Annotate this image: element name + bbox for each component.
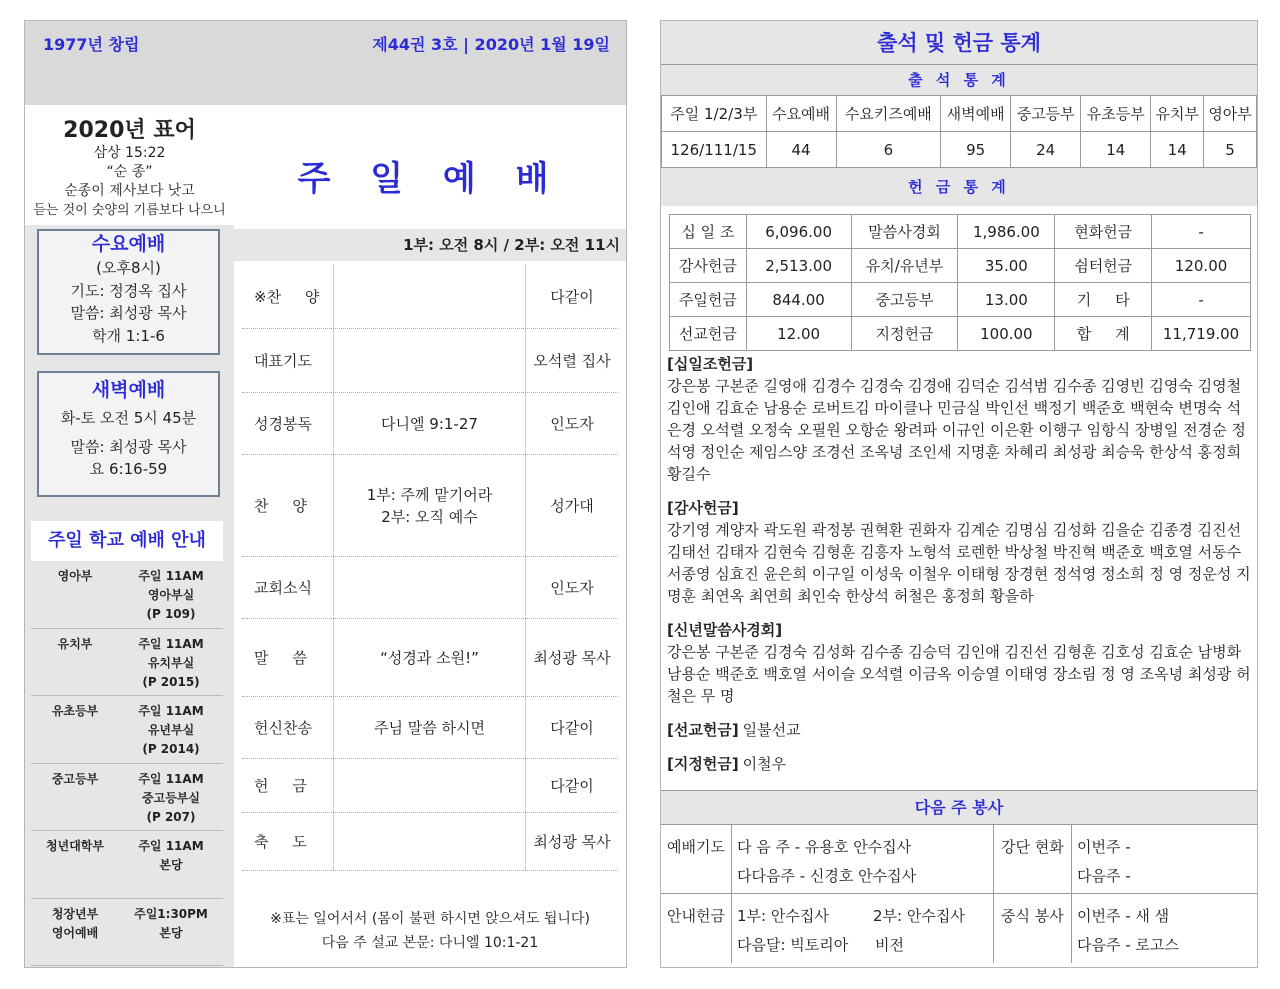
- attendance-title: 출 석 통 계: [661, 65, 1257, 95]
- school-schedule-line: (P 2015): [142, 674, 200, 689]
- worship-content: [334, 759, 526, 812]
- donor-block: [667, 497, 1251, 607]
- order-of-worship: [242, 265, 618, 871]
- offering-category: 유치/유년부: [851, 249, 958, 283]
- school-schedule-line: 주일 11AM: [138, 636, 204, 651]
- offering-amount: -: [1152, 215, 1251, 249]
- attendance-header: 영아부: [1204, 96, 1257, 132]
- offering-amount: 12.00: [746, 317, 851, 351]
- worship-content: [334, 697, 526, 758]
- school-row: [31, 696, 223, 764]
- prayer-after-next: 다다음주 - 신경호 안수집사: [737, 867, 917, 885]
- altar-flower-label: 강단 현화: [1001, 838, 1064, 856]
- donor-block: [667, 353, 1251, 485]
- worship-item: 축 도: [242, 813, 334, 870]
- standing-note: ※표는 일어서서 (몸이 불편 하시면 앉으셔도 됩니다): [270, 911, 590, 927]
- worship-order-row: [242, 329, 618, 393]
- usher-assignments-2: [873, 902, 965, 960]
- wednesday-scripture: 학개 1:1-6: [92, 326, 165, 345]
- attendance-value: 95: [941, 132, 1011, 168]
- school-dept-label: 청장년부: [51, 906, 99, 921]
- offering-amount: 13.00: [958, 283, 1055, 317]
- dawn-service-title: 새벽예배: [91, 379, 166, 401]
- worship-content: [334, 557, 526, 618]
- next-week-service-grid: [661, 824, 1257, 967]
- worship-item: 말 씀: [242, 619, 334, 696]
- grid-divider: [731, 894, 732, 963]
- school-dept-label: 청년대학부: [46, 839, 104, 853]
- attendance-header: 유치부: [1151, 96, 1204, 132]
- dawn-preacher: 말씀: 최성광 목사: [70, 437, 187, 456]
- offering-section: [661, 206, 1257, 353]
- grid-divider: [1071, 825, 1072, 894]
- usher-first-service: 1부: 안수집사: [737, 907, 829, 925]
- usher-second-service: 2부: 안수집사: [873, 907, 965, 925]
- dawn-scripture: 요 6:16-59: [89, 460, 168, 478]
- school-schedule: [119, 629, 223, 696]
- offering-category: 중고등부: [851, 283, 958, 317]
- donor-names: 이철우: [742, 755, 787, 773]
- worship-order-row: [242, 759, 618, 813]
- sunday-school-table: [31, 561, 223, 966]
- school-dept-label: 유치부: [57, 636, 93, 651]
- wednesday-service-title: 수요예배: [91, 233, 166, 255]
- school-row: [31, 629, 223, 697]
- offering-category: 쉼터헌금: [1055, 249, 1152, 283]
- grid-divider: [993, 894, 994, 963]
- offering-amount: 120.00: [1152, 249, 1251, 283]
- school-schedule-line: (P 207): [146, 809, 196, 824]
- worship-item: 헌 금: [242, 759, 334, 812]
- offering-category: 선교헌금: [670, 317, 747, 351]
- donor-names: 강은봉 구본준 김경숙 김성화 김수종 김승덕 김인애 김진선 김형훈 김호성 김효순 남병화 남용순 백준호 백호열 서이슬 오석렬 이금옥 이승열 이태영 장소림 정 영 조옥녕 최성광 허철은 무 명: [667, 643, 1251, 705]
- motto-title: 2020년 표어: [63, 118, 196, 143]
- prayer-next: 다 음 주 - 유용호 안수집사: [737, 838, 912, 856]
- stats-title: 출석 및 헌금 통계: [661, 21, 1257, 65]
- attendance-value: 5: [1204, 132, 1257, 168]
- school-schedule-line: (P 2014): [142, 742, 200, 756]
- school-schedule-line: 본당: [159, 858, 183, 872]
- worship-order-row: [242, 455, 618, 557]
- offering-amount: 11,719.00: [1152, 317, 1251, 351]
- offering-amount: 100.00: [958, 317, 1055, 351]
- offering-category: 말씀사경회: [851, 215, 958, 249]
- school-schedule-line: 유년부실: [147, 723, 195, 737]
- motto-box: [25, 105, 234, 225]
- offering-amount: 6,096.00: [746, 215, 851, 249]
- donor-category: [감사헌금]: [667, 499, 739, 517]
- altar-this-week: 이번주 -: [1077, 838, 1131, 856]
- next-week-row: [661, 893, 1257, 962]
- worship-content: [334, 455, 526, 556]
- grid-divider: [1071, 894, 1072, 963]
- worship-order-row: [242, 393, 618, 455]
- attendance-value: 24: [1011, 132, 1081, 168]
- offering-category: 감사헌금: [670, 249, 747, 283]
- worship-leader: 다같이: [550, 288, 594, 306]
- attendance-header: 유초등부: [1081, 96, 1151, 132]
- school-schedule: [119, 696, 223, 763]
- offering-amount: 2,513.00: [746, 249, 851, 283]
- worship-leader: 성가대: [550, 497, 594, 515]
- next-week-service-title: 다음 주 봉사: [661, 790, 1257, 824]
- donor-names: 강기영 계양자 곽도원 곽정봉 권혁환 권화자 김계순 김명심 김성화 김을순 김종경 김진선 김태선 김태자 김현숙 김형훈 김흥자 노형석 로렌한 박상철 박진혁 백준호 백호열 서동수 서종영 심효진 윤은희 이구일 이성욱 이철우 이태형 장경현 정석영 정소희 정 영 정운성 지명훈 최연옥 최연희 최인숙 한상석 허철은 홍정희 황을하: [667, 521, 1251, 605]
- worship-leader: 최성광 목사: [533, 649, 611, 667]
- grid-divider: [993, 825, 994, 894]
- worship-content: [334, 393, 526, 454]
- attendance-value: 44: [766, 132, 836, 168]
- school-schedule-line: 주일 11AM: [138, 771, 204, 786]
- attendance-header: 주일 1/2/3부: [662, 96, 767, 132]
- offering-category: 주일헌금: [670, 283, 747, 317]
- offering-amount: 844.00: [746, 283, 851, 317]
- offering-amount: 1,986.00: [958, 215, 1055, 249]
- motto-text-line: 듣는 것이 숫양의 기름보다 나으니: [33, 203, 226, 218]
- school-dept: [31, 561, 119, 628]
- wednesday-time: (오후8시): [96, 259, 161, 277]
- donor-names: 일불선교: [742, 721, 801, 739]
- worship-item: 대표기도: [242, 329, 334, 392]
- donor-category: [신년말씀사경회]: [667, 621, 783, 639]
- worship-leader: 오석렬 집사: [533, 352, 611, 370]
- bulletin-stats-page: [660, 20, 1258, 968]
- school-schedule-line: 영아부실: [147, 588, 195, 602]
- worship-content-line: 주님 말씀 하시면: [374, 718, 485, 737]
- worship-item: 찬 양: [242, 455, 334, 556]
- school-schedule-line: 중고등부실: [142, 790, 200, 805]
- issue-info: 제44권 3호 | 2020년 1월 19일: [372, 35, 610, 54]
- worship-leader: 다같이: [550, 719, 594, 737]
- meal-this-week: 이번주 - 새 샘: [1077, 907, 1170, 925]
- sunday-school-guide: [31, 521, 223, 966]
- meal-service-assignments: [1077, 902, 1179, 960]
- donor-block: [667, 753, 1251, 775]
- school-schedule-line: 주일1:30PM: [134, 906, 208, 921]
- school-row: [31, 831, 223, 899]
- offering-category: 현화헌금: [1055, 215, 1152, 249]
- school-dept-label: 영아부: [57, 569, 93, 583]
- donor-names: 강은봉 구본준 길영애 김경수 김경숙 김경애 김덕순 김석범 김수종 김영빈 김영숙 김영철 김인애 김효순 남용순 로버트김 마이클나 민금실 박인선 백정기 백준호 백현숙 변명숙 석은경 오석렬 오정숙 오필원 오항순 왕려파 이규인 이은환 이행구 임항식 장병일 전경순 정석영 정인순 제임스양 조경선 조옥녕 조인세 지명훈 차혜리 최성광 최승욱 한상석 홍정희 황길수: [667, 377, 1246, 483]
- offering-row: [670, 249, 1251, 283]
- worship-content: [334, 265, 526, 328]
- attendance-value: 126/111/15: [662, 132, 767, 168]
- attendance-value: 14: [1151, 132, 1204, 168]
- attendance-header-row: [662, 96, 1257, 132]
- school-row: [31, 899, 223, 967]
- worship-footnote: [234, 907, 626, 955]
- worship-content-line: 다니엘 9:1-27: [381, 414, 478, 433]
- school-schedule: [119, 764, 223, 831]
- wednesday-service-box: [37, 229, 220, 355]
- sunday-worship-title: 주 일 예 배: [297, 159, 563, 199]
- worship-leader: 인도자: [550, 415, 594, 433]
- worship-order-row: [242, 557, 618, 619]
- offering-row: [670, 283, 1251, 317]
- worship-item: ※찬 양: [242, 265, 334, 328]
- offering-category: 합 계: [1055, 317, 1152, 351]
- usher-next-month-team: 비전: [875, 936, 904, 954]
- wednesday-prayer: 기도: 정경옥 집사: [70, 281, 187, 300]
- offering-title: 헌 금 통 계: [661, 168, 1257, 206]
- worship-content: [334, 619, 526, 696]
- school-dept: [31, 764, 119, 831]
- attendance-value-row: [662, 132, 1257, 168]
- offering-row: [670, 317, 1251, 351]
- attendance-header: 수요예배: [766, 96, 836, 132]
- motto-text-line: 순종이 제사보다 낫고: [64, 183, 195, 199]
- school-schedule: [119, 899, 223, 966]
- offering-table: [669, 214, 1251, 351]
- bulletin-front-page: [24, 20, 627, 968]
- offering-category: 지정헌금: [851, 317, 958, 351]
- worship-content-line: 2부: 오직 예수: [381, 507, 478, 526]
- school-schedule-line: 주일 11AM: [138, 569, 204, 583]
- usher-next-month: 다음달: 빅토리아: [737, 936, 849, 954]
- donor-category: [지정헌금]: [667, 755, 739, 773]
- offering-amount: -: [1152, 283, 1251, 317]
- worship-order-row: [242, 697, 618, 759]
- attendance-header: 중고등부: [1011, 96, 1081, 132]
- left-sidebar: [25, 105, 234, 967]
- school-dept: [31, 831, 119, 898]
- school-row: [31, 561, 223, 629]
- worship-leader: 다같이: [550, 777, 594, 795]
- worship-item: 교회소식: [242, 557, 334, 618]
- usher-assignments: [737, 902, 848, 960]
- worship-content-line: “성경과 소원!”: [380, 648, 479, 667]
- school-schedule: [119, 831, 223, 898]
- worship-leader: 인도자: [550, 579, 594, 597]
- next-sermon-text: 다음 주 설교 본문: 다니엘 10:1-21: [321, 935, 539, 951]
- offering-amount: 35.00: [958, 249, 1055, 283]
- next-week-row: [661, 824, 1257, 893]
- masthead-band: [25, 21, 626, 105]
- prayer-label: 예배기도: [667, 838, 725, 856]
- donor-category: [십일조헌금]: [667, 355, 754, 373]
- school-dept: [31, 696, 119, 763]
- worship-leader: 최성광 목사: [533, 833, 611, 851]
- worship-item: 헌신찬송: [242, 697, 334, 758]
- sunday-school-title: 주일 학교 예배 안내: [31, 521, 223, 561]
- altar-next-week: 다음주 -: [1077, 867, 1131, 885]
- motto-verse: 삼상 15:22: [93, 145, 166, 161]
- meal-next-week: 다음주 - 로고스: [1077, 936, 1179, 954]
- school-dept-label: 유초등부: [51, 704, 99, 718]
- worship-content: [334, 329, 526, 392]
- offering-category: 기 타: [1055, 283, 1152, 317]
- school-schedule-line: (P 109): [146, 607, 196, 621]
- attendance-value: 6: [836, 132, 941, 168]
- offering-category: 십 일 조: [670, 215, 747, 249]
- school-schedule: [119, 561, 223, 628]
- donor-category: [선교헌금]: [667, 721, 739, 739]
- donor-block: [667, 619, 1251, 707]
- motto-keyword: “순 종”: [106, 164, 153, 180]
- worship-content: [334, 813, 526, 870]
- school-dept: [31, 899, 119, 966]
- dawn-service-box: [37, 371, 220, 497]
- dawn-time: 화-토 오전 5시 45분: [60, 409, 197, 427]
- attendance-header: 수요키즈예배: [836, 96, 941, 132]
- altar-flower-assignments: [1077, 833, 1131, 891]
- worship-order-row: [242, 619, 618, 697]
- usher-label: 안내헌금: [667, 907, 725, 925]
- attendance-value: 14: [1081, 132, 1151, 168]
- school-schedule-line: 유치부실: [147, 655, 195, 670]
- school-dept-label: 중고등부: [51, 771, 99, 786]
- main-worship-column: [234, 105, 626, 967]
- school-schedule-line: 주일 11AM: [138, 704, 204, 718]
- school-row: [31, 764, 223, 832]
- attendance-header: 새벽예배: [941, 96, 1011, 132]
- meal-service-label: 중식 봉사: [1001, 907, 1064, 925]
- school-dept: [31, 629, 119, 696]
- worship-order-row: [242, 813, 618, 871]
- school-dept-label: 영어예배: [51, 925, 99, 940]
- wednesday-preacher: 말씀: 최성광 목사: [70, 304, 187, 322]
- donor-block: [667, 719, 1251, 741]
- worship-order-row: [242, 265, 618, 329]
- donor-lists: [661, 353, 1257, 775]
- school-schedule-line: 본당: [159, 925, 183, 940]
- worship-content-line: 1부: 주께 맡기어라: [366, 485, 493, 504]
- grid-divider: [731, 825, 732, 894]
- prayer-assignments: [737, 833, 916, 891]
- school-schedule-line: 주일 11AM: [138, 839, 204, 853]
- worship-times: 1부: 오전 8시 / 2부: 오전 11시: [234, 229, 626, 261]
- founded-year: 1977년 창립: [43, 35, 140, 54]
- worship-item: 성경봉독: [242, 393, 334, 454]
- offering-row: [670, 215, 1251, 249]
- attendance-table: [661, 95, 1257, 168]
